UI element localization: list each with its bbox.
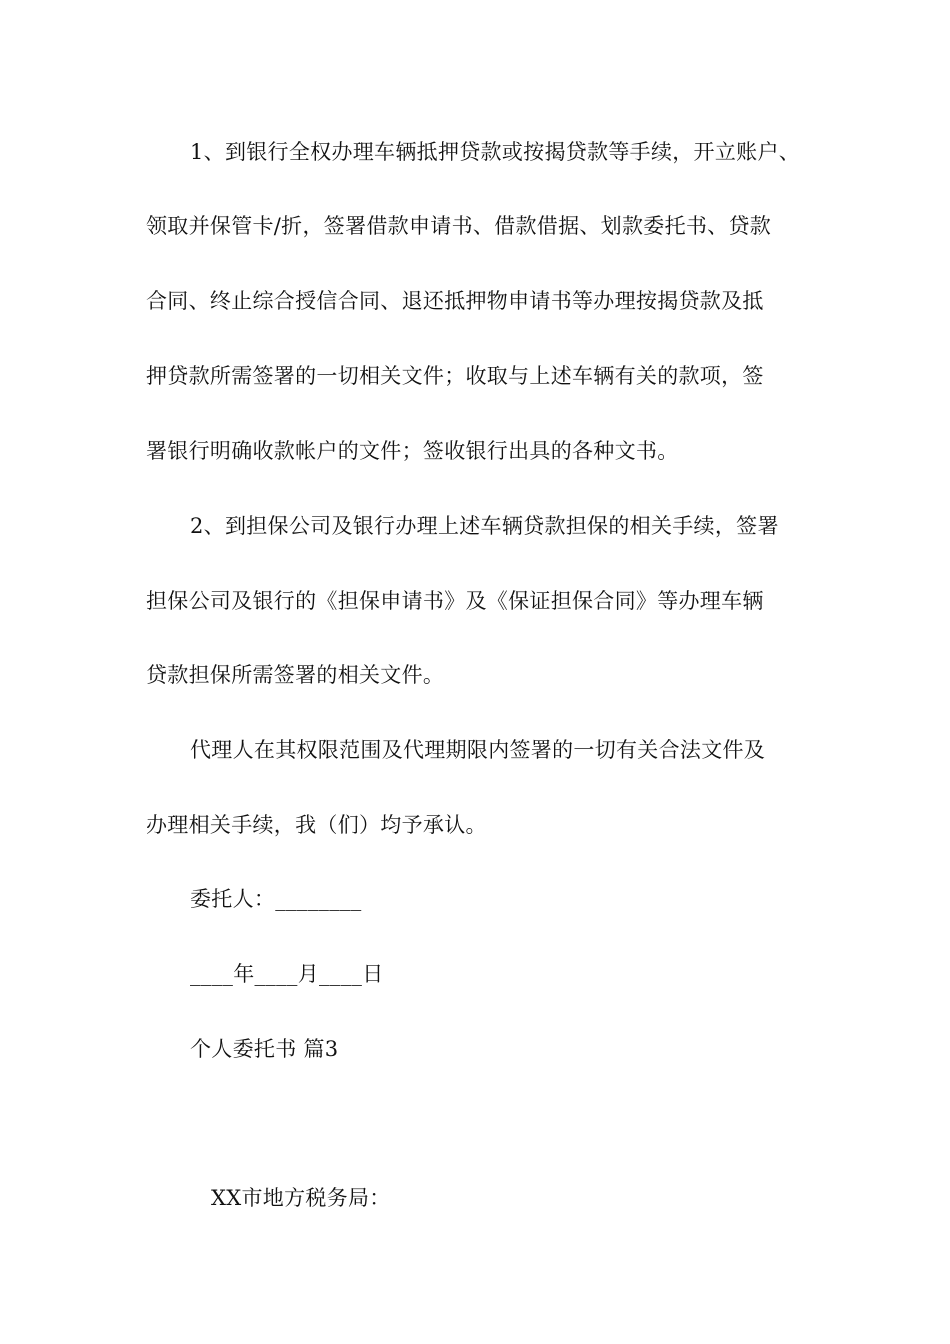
paragraph-2-line-2: 担保公司及银行的《担保申请书》及《保证担保合同》等办理车辆 bbox=[146, 589, 764, 613]
paragraph-3-line-1: 代理人在其权限范围及代理期限内签署的一切有关合法文件及 bbox=[190, 738, 766, 762]
paragraph-1-line-2: 领取并保管卡/折，签署借款申请书、借款借据、划款委托书、贷款 bbox=[146, 214, 772, 238]
paragraph-1-line-5: 署银行明确收款帐户的文件；签收银行出具的各种文书。 bbox=[146, 439, 679, 463]
paragraph-1-line-1: 1、到银行全权办理车辆抵押贷款或按揭贷款等手续，开立账户、 bbox=[190, 140, 801, 164]
principal-signature-line: 委托人：________ bbox=[190, 887, 362, 911]
section-title: 个人委托书 篇3 bbox=[190, 1037, 339, 1061]
paragraph-1-line-4: 押贷款所需签署的一切相关文件；收取与上述车辆有关的款项，签 bbox=[146, 364, 764, 388]
paragraph-1-line-3: 合同、终止综合授信合同、退还抵押物申请书等办理按揭贷款及抵 bbox=[146, 289, 764, 313]
addressee: XX市地方税务局： bbox=[211, 1186, 391, 1210]
paragraph-2-line-1: 2、到担保公司及银行办理上述车辆贷款担保的相关手续，签署 bbox=[190, 514, 779, 538]
paragraph-3-line-2: 办理相关手续，我（们）均予承认。 bbox=[146, 813, 487, 837]
date-line: ____年____月____日 bbox=[190, 962, 384, 986]
paragraph-2-line-3: 贷款担保所需签署的相关文件。 bbox=[146, 663, 445, 687]
